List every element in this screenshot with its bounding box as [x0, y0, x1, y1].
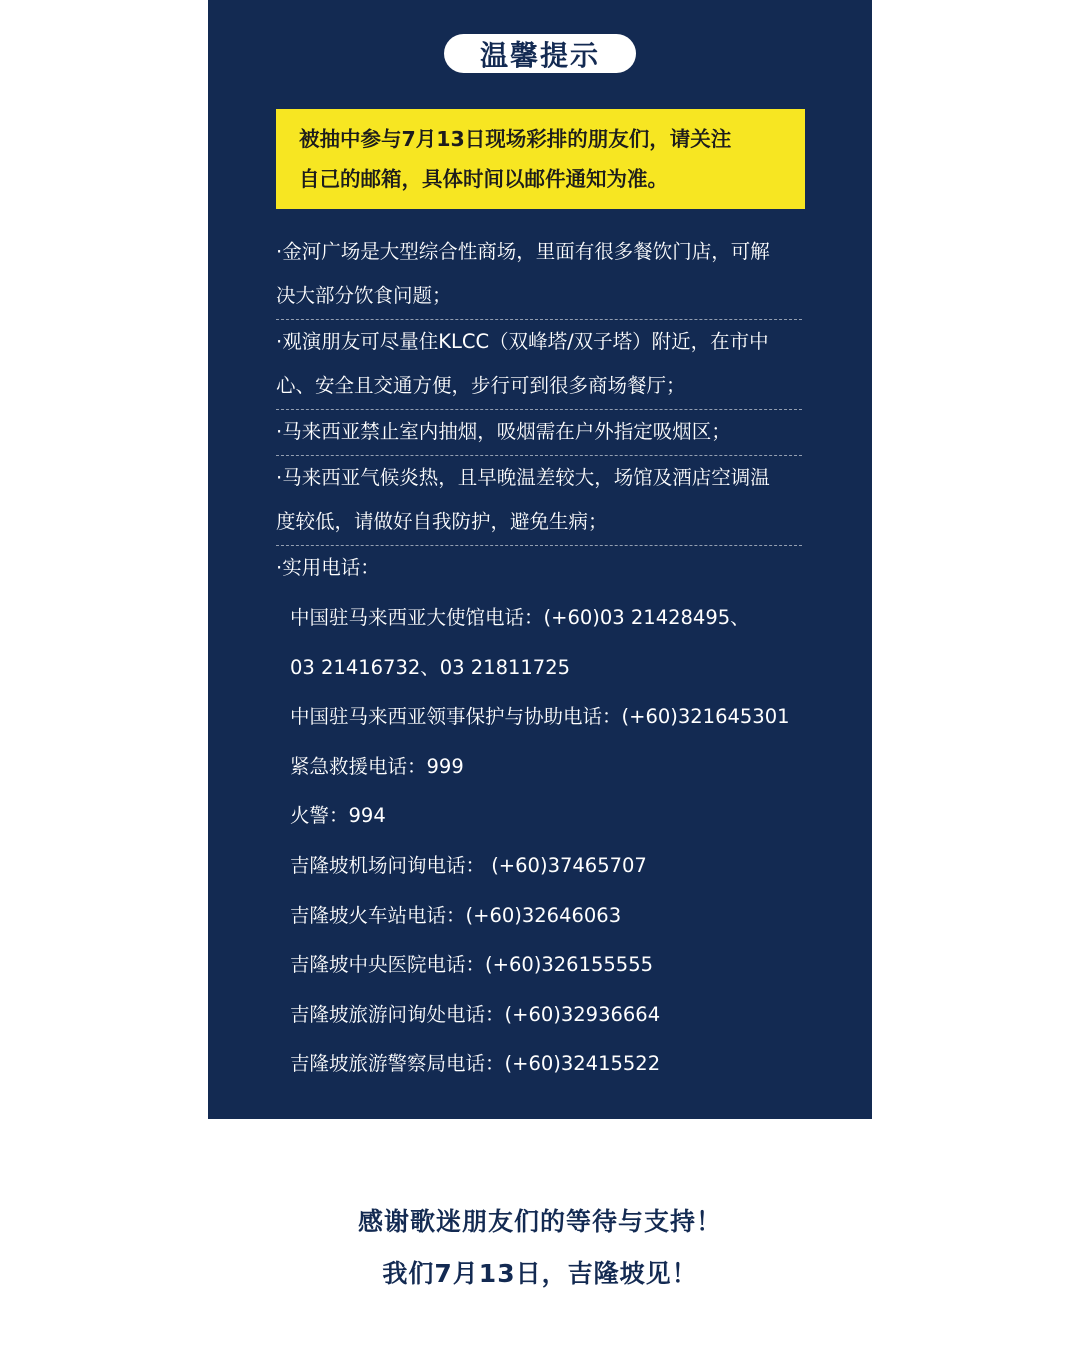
tip-line: 决大部分饮食问题； — [276, 284, 452, 307]
tip-item-accommodation — [276, 320, 802, 410]
tip-line: ·金河广场是大型综合性商场，里面有很多餐饮门店，可解 — [276, 240, 770, 263]
tip-line: ·马来西亚禁止室内抽烟，吸烟需在户外指定吸烟区； — [276, 420, 731, 443]
tip-line: 度较低，请做好自我防护，避免生病； — [276, 510, 608, 533]
phone-list — [290, 593, 850, 1089]
phone-tourism-info: 吉隆坡旅游问询处电话：(+60)32936664 — [290, 1002, 661, 1026]
phone-railway: 吉隆坡火车站电话：(+60)32646063 — [290, 903, 622, 927]
footer-line-1: 感谢歌迷朋友们的等待与支持！ — [357, 1207, 722, 1236]
rehearsal-notice — [276, 109, 805, 209]
notice-line-2: 自己的邮箱，具体时间以邮件通知为准。 — [299, 167, 668, 191]
phone-tourist-police: 吉隆坡旅游警察局电话：(+60)32415522 — [290, 1052, 661, 1076]
closing-message — [0, 1196, 1080, 1300]
phone-consular: 中国驻马来西亚领事保护与协助电话：(+60)321645301 — [290, 705, 790, 729]
tips-list — [276, 230, 802, 591]
notice-line-1: 被抽中参与7月13日现场彩排的朋友们，请关注 — [299, 127, 732, 151]
tip-item-smoking — [276, 410, 802, 456]
phone-hospital: 吉隆坡中央医院电话：(+60)326155555 — [290, 953, 654, 977]
tip-item-phones-heading — [276, 546, 802, 591]
phone-embassy-cont: 03 21416732、03 21811725 — [290, 655, 571, 679]
footer-line-2: 我们7月13日，吉隆坡见！ — [382, 1259, 698, 1288]
phone-embassy: 中国驻马来西亚大使馆电话：(+60)03 21428495、 — [290, 606, 750, 629]
tip-line: ·实用电话： — [276, 556, 380, 579]
page-title: 温馨提示 — [444, 34, 636, 73]
phone-airport: 吉隆坡机场问询电话： (+60)37465707 — [290, 853, 647, 877]
tip-item-dining — [276, 230, 802, 320]
tip-line: 心、安全且交通方便，步行可到很多商场餐厅； — [276, 374, 686, 397]
phone-emergency: 紧急救援电话：999 — [290, 754, 464, 778]
tip-item-climate — [276, 456, 802, 546]
tip-line: ·观演朋友可尽量住KLCC（双峰塔/双子塔）附近，在市中 — [276, 330, 769, 353]
tip-line: ·马来西亚气候炎热，且早晚温差较大，场馆及酒店空调温 — [276, 466, 770, 489]
phone-fire: 火警：994 — [290, 804, 386, 828]
